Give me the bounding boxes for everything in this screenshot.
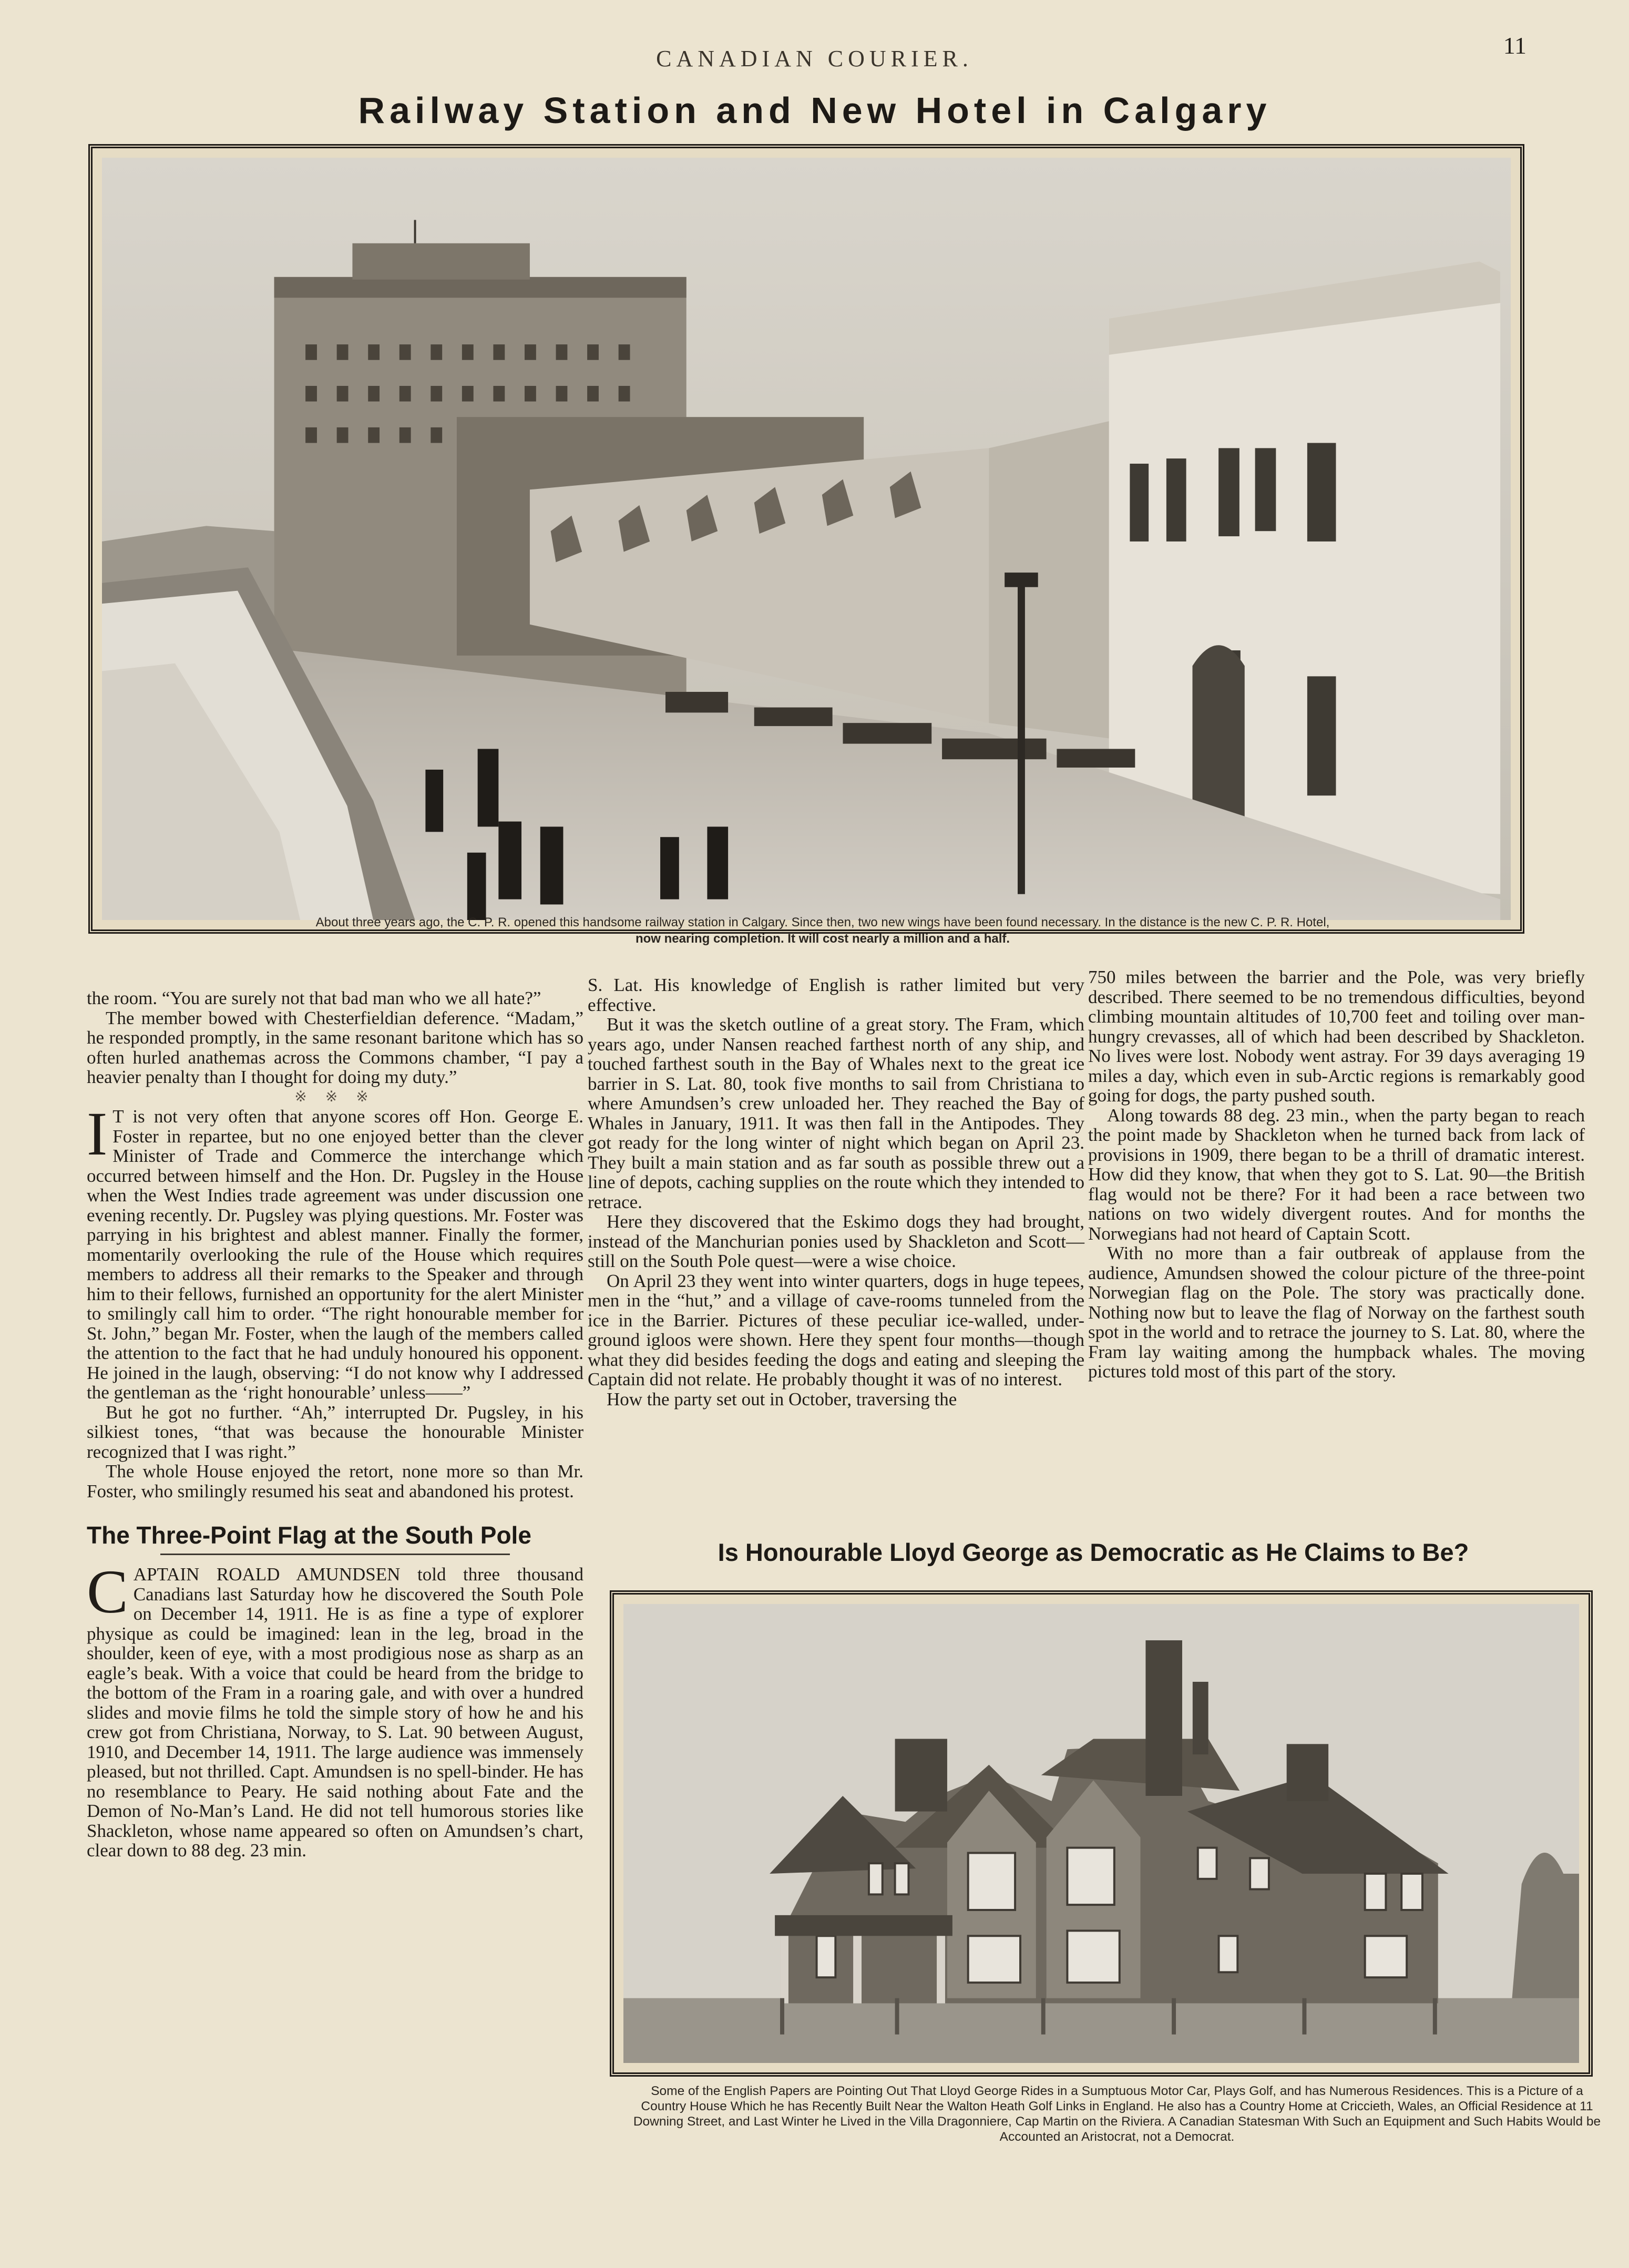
caption-line-1: About three years ago, the C. P. R. opened this handsome railway station in Calgary. Since then, two new wings have been found necessary. In the distance is the new C. P. R. Hotel, <box>315 915 1330 929</box>
station-photo-caption <box>105 914 1540 947</box>
column-1 <box>87 988 583 1861</box>
house-photo-frame <box>610 1590 1593 2077</box>
drop-cap: I <box>87 1099 108 1168</box>
column-2 <box>588 975 1084 1409</box>
paragraph: The whole House enjoyed the retort, none more so than Mr. Foster, who smilingly resumed his seat and abandoned his protest. <box>87 1461 583 1501</box>
paragraph-text: T is not very often that anyone scores off Hon. George E. Foster in repartee, but no one enjoyed better than the clever Minister of Trade and Commerce the interchange which occurred between himself and the Hon. Dr. Pugsley in the House when the West Indies trade agreement was under discussion one evening recently. Dr. Pugsley was plying questions. Mr. Foster was parrying in his brightest and ablest manner. Finally the former, momentarily overlooking the rule of the House which requires members to address all their remarks to the Speaker and through him to their fellows, furnished an opportunity for the alert Minister to smilingly call him to order. “The right honourable member for St. John,” began Mr. Foster, when the laugh of the members called the attention to the fact that he had unduly honoured his opponent. He joined in the laugh, observing: “I do not know why I addressed the gentleman as the ‘right honourable’ unless——” <box>87 1106 583 1403</box>
column-3 <box>1088 967 1585 1382</box>
paragraph: S. Lat. His knowledge of English is rather limited but very effective. <box>588 975 1084 1015</box>
page-headline: Railway Station and New Hotel in Calgary <box>358 90 1272 131</box>
station-photo <box>102 158 1511 920</box>
paragraph: Here they discovered that the Eskimo dogs they had brought, instead of the Manchurian ponies used by Shackleton and Scott—still on the South Pole quest—were a wise choice. <box>588 1211 1084 1271</box>
section-divider-stars: ※ ※ ※ <box>294 1088 376 1105</box>
station-photo-frame <box>88 144 1524 934</box>
paragraph: But he got no further. “Ah,” interrupted Dr. Pugsley, in his silkiest tones, “that was because the honourable Minister recognized that I was right.” <box>87 1402 583 1462</box>
masthead: CANADIAN COURIER. <box>656 46 973 71</box>
paragraph: The member bowed with Chesterfieldian deference. “Madam,” he responded promptly, in the same resonant baritone which has so often hurled anathemas across the Commons chamber, “I pay a heavier penalty than I thought for doing my duty.” <box>87 1007 583 1087</box>
drop-cap: C <box>87 1557 128 1626</box>
subhead-rule <box>160 1554 510 1555</box>
paragraph: the room. “You are surely not that bad man who we all hate?” <box>87 988 541 1008</box>
caption-line-2: now nearing completion. It will cost nearly a million and a half. <box>635 932 1010 946</box>
subhead-south-pole: The Three-Point Flag at the South Pole <box>87 1521 531 1549</box>
house-photo <box>623 1604 1579 2063</box>
paragraph: With no more than a fair outbreak of applause from the audience, Amundsen showed the colour picture of the three-point Norwegian flag on the Pole. The story was practically done. Nothing now but to leave the flag of Norway on the farthest south spot in the world and to retrace the journey to S. Lat. 80, where the Fram lay waiting among the humpback whales. The moving pictures told most of this part of the story. <box>1088 1243 1585 1382</box>
paragraph-text: APTAIN ROALD AMUNDSEN told three thousand Canadians last Saturday how he discovered the South Pole on December 14, 1911. He is as fine a type of explorer physique as could be imagined: lean in the leg, broad in the shoulder, keen of eye, with a most prodigious nose as sharp as an eagle’s beak. With a voice that could be heard from the bridge to the bottom of the Fram in a roaring gale, and with over a hundred slides and movie films he told the simple story of how he and his crew got from Christiana, Norway, to S. Lat. 90 between August, 1910, and December 14, 1911. The large audience was immensely pleased, but not thrilled. Capt. Amundsen is no spell-binder. He has no resemblance to Peary. He said nothing about Fate and the Demon of No-Man’s Land. He did not tell humorous stories like Shackleton, whose name appeared so often on Amundsen’s chart, clear down to 88 deg. 23 min. <box>87 1564 583 1861</box>
page-number: 11 <box>1503 32 1526 59</box>
paragraph: 750 miles between the barrier and the Pole, was very briefly described. There seemed to be no tremendous difficulties, beyond climbing mountain altitudes of 10,700 feet and toiling over man-hungry crevasses, all of which had been described by Shackleton. No lives were lost. Nobody went astray. For 39 days averaging 19 miles a day, which even in sub-Arctic regions is remarkably good going for dogs, the party pushed south. <box>1088 967 1585 1106</box>
lloyd-george-headline: Is Honourable Lloyd George as Democratic as He Claims to Be? <box>718 1538 1469 1566</box>
house-photo-caption: Some of the English Papers are Pointing Out That Lloyd George Rides in a Sumptuous Motor Car, Plays Golf, and has Numerous Residences. This is a Picture of a Country House Which he has Recently Built Near the Walton Heath Golf Links in England. He also has a Country Home at Criccieth, Wales, an Official Residence at 11 Downing Street, and Last Winter he Lived in the Villa Dragonniere, Cap Martin on the Riviera. A Canadian Statesman With Such an Equipment and Such Habits Would be Accounted an Aristocrat, not a Democrat. <box>633 2084 1601 2144</box>
paragraph <box>87 1099 583 1403</box>
paragraph: But it was the sketch outline of a great story. The Fram, which years ago, under Nansen reached farthest north of any ship, and touched farthest south in the Bay of Whales next to the great ice barrier in S. Lat. 80, took five months to sail from Christiana to where Amundsen’s crew unloaded her. They reached the Bay of Whales in January, 1911. It was then fall in the Antipodes. They got ready for the long winter of night which began on April 23. They built a main station and as far south as possible threw out a line of depots, caching supplies on the route which they intended to retrace. <box>588 1014 1084 1212</box>
paragraph <box>87 1557 583 1861</box>
paragraph: How the party set out in October, traversing the <box>607 1388 957 1409</box>
paragraph: On April 23 they went into winter quarters, dogs in huge tepees, men in the “hut,” and a village of cave-rooms tunneled from the ice in the Barrier. Pictures of these peculiar ice-walled, under-ground igloos were shown. Here they spent four months—though what they did besides feeding the dogs and eating and sleeping the Captain did not relate. He probably thought it was of no interest. <box>588 1270 1084 1390</box>
paragraph: Along towards 88 deg. 23 min., when the party began to reach the point made by Shackleton when he turned back from lack of provisions in 1909, there began to be a thrill of dramatic interest. How did they know, that when they got to S. Lat. 90—the British flag would not be there? For it had been a race between two nations on two widely divergent routes. And for months the Norwegians had not heard of Captain Scott. <box>1088 1105 1585 1244</box>
